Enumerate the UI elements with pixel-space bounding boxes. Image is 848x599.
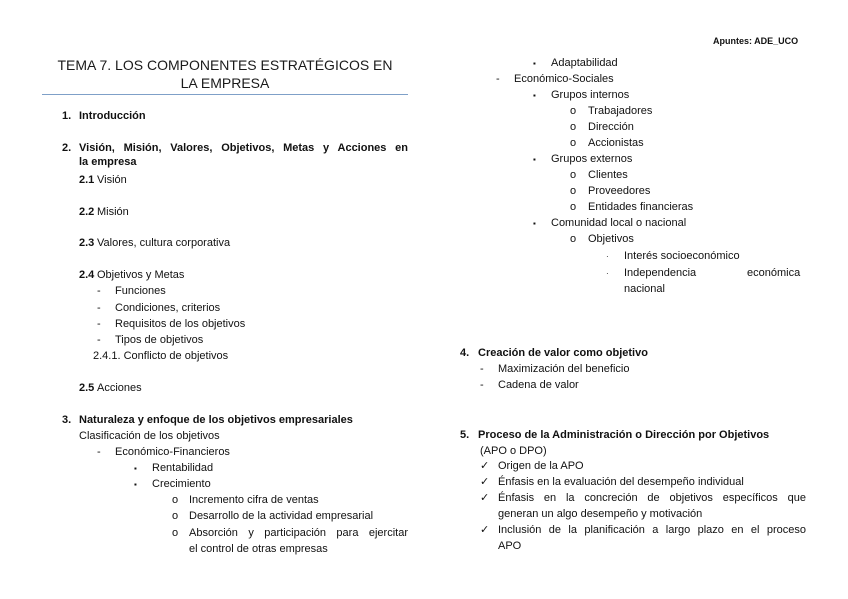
tiny-bullet: · [606, 252, 609, 261]
subsection-2-2-number: 2.2 [79, 206, 95, 218]
checklist-item: Énfasis en la evaluación del desempeño individual [498, 476, 744, 488]
dash-bullet: - [97, 334, 101, 346]
internal-groups-label: Grupos internos [551, 89, 630, 101]
section-3-number: 3. [62, 414, 72, 426]
subsection-2-3-number: 2.3 [79, 237, 95, 249]
section-1-heading: Introducción [79, 110, 146, 122]
subsection-2-1-label: Visión [97, 174, 127, 186]
economic-financial-label: Económico-Financieros [115, 446, 230, 458]
subsection-2-2-label: Misión [97, 206, 129, 218]
subsection-2-4-number: 2.4 [79, 269, 95, 281]
section-2-heading-line2: la empresa [79, 156, 137, 168]
header-tag: Apuntes: ADE_UCO [713, 36, 799, 46]
page-title-line1: TEMA 7. LOS COMPONENTES ESTRATÉGICOS EN [57, 57, 393, 73]
list-item: Desarrollo de la actividad empresarial [189, 510, 374, 522]
square-bullet: ▪ [533, 155, 536, 164]
circle-bullet: o [172, 494, 179, 506]
checklist-item: Énfasis en la concreción de objetivos específicos que [498, 492, 806, 504]
section-2-number: 2. [62, 142, 72, 154]
economic-social-label: Económico-Sociales [514, 73, 614, 85]
circle-bullet: o [172, 527, 179, 539]
circle-bullet: o [172, 510, 179, 522]
section-3-heading: Naturaleza y enfoque de los objetivos empresariales [79, 414, 353, 426]
community-label: Comunidad local o nacional [551, 217, 687, 229]
list-item: Accionistas [588, 137, 644, 149]
dash-bullet: - [480, 379, 484, 391]
checklist-item-continuation: generan un algo desempeño y motivación [498, 508, 703, 520]
section-5-subtitle: (APO o DPO) [480, 445, 547, 457]
section-5-number: 5. [460, 429, 470, 441]
square-bullet: ▪ [533, 219, 536, 228]
subsection-2-1-number: 2.1 [79, 174, 95, 186]
section-4-number: 4. [460, 347, 470, 359]
list-item: Absorción y participación para ejercitar [189, 527, 408, 539]
list-item: Entidades financieras [588, 201, 694, 213]
circle-bullet: o [570, 137, 577, 149]
subsection-2-3-label: Valores, cultura corporativa [97, 237, 231, 249]
check-icon: ✓ [480, 476, 490, 488]
list-item: Cadena de valor [498, 379, 579, 391]
circle-bullet: o [570, 233, 577, 245]
section-4-heading: Creación de valor como objetivo [478, 347, 648, 359]
list-item: Tipos de objetivos [115, 334, 204, 346]
circle-bullet: o [570, 201, 577, 213]
check-icon: ✓ [480, 492, 490, 504]
subsection-2-4-label: Objetivos y Metas [97, 269, 185, 281]
square-bullet: ▪ [533, 91, 536, 100]
checklist-item-continuation: APO [498, 540, 522, 552]
circle-bullet: o [570, 105, 577, 117]
list-item: Requisitos de los objetivos [115, 318, 246, 330]
objectives-label: Objetivos [588, 233, 634, 245]
independence-continuation: nacional [624, 283, 665, 295]
title-divider [42, 94, 408, 95]
list-item: Maximización del beneficio [498, 363, 630, 375]
list-item-continuation: el control de otras empresas [189, 543, 328, 555]
dash-bullet: - [97, 285, 101, 297]
subsection-2-5-number: 2.5 [79, 382, 95, 394]
checklist-item: Inclusión de la planificación a largo plazo en el proceso [498, 524, 806, 536]
dash-bullet: - [97, 446, 101, 458]
check-icon: ✓ [480, 460, 490, 472]
list-item: Incremento cifra de ventas [189, 494, 319, 506]
independence-word: Independencia [624, 267, 697, 279]
dash-bullet: - [480, 363, 484, 375]
subsection-2-5-label: Acciones [97, 382, 142, 394]
list-item: Proveedores [588, 185, 651, 197]
page-title-line2: LA EMPRESA [180, 75, 270, 91]
external-groups-label: Grupos externos [551, 153, 633, 165]
square-bullet: ▪ [533, 59, 536, 68]
checklist-item: Origen de la APO [498, 460, 584, 472]
section-2-heading-line1: Visión, Misión, Valores, Objetivos, Metas y Acciones en [79, 142, 408, 154]
circle-bullet: o [570, 121, 577, 133]
dash-bullet: - [97, 318, 101, 330]
economic-word: económica [747, 267, 801, 279]
circle-bullet: o [570, 185, 577, 197]
section-5-heading: Proceso de la Administración o Dirección por Objetivos [478, 429, 770, 441]
dash-bullet: - [496, 73, 500, 85]
list-item: Condiciones, criterios [115, 302, 221, 314]
classification-label: Clasificación de los objetivos [79, 430, 220, 442]
list-item: Trabajadores [588, 105, 653, 117]
profitability-label: Rentabilidad [152, 462, 214, 474]
dash-bullet: - [97, 302, 101, 314]
check-icon: ✓ [480, 524, 490, 536]
adaptability-label: Adaptabilidad [551, 57, 618, 69]
list-item: Clientes [588, 169, 628, 181]
circle-bullet: o [570, 169, 577, 181]
section-1-number: 1. [62, 110, 72, 122]
square-bullet: ▪ [134, 464, 137, 473]
list-item: Dirección [588, 121, 634, 133]
subsection-2-4-1: 2.4.1. Conflicto de objetivos [93, 350, 229, 362]
tiny-bullet: · [606, 269, 609, 278]
growth-label: Crecimiento [152, 478, 211, 490]
socioeconomic-interest: Interés socioeconómico [624, 250, 740, 262]
list-item: Funciones [115, 285, 166, 297]
square-bullet: ▪ [134, 480, 137, 489]
